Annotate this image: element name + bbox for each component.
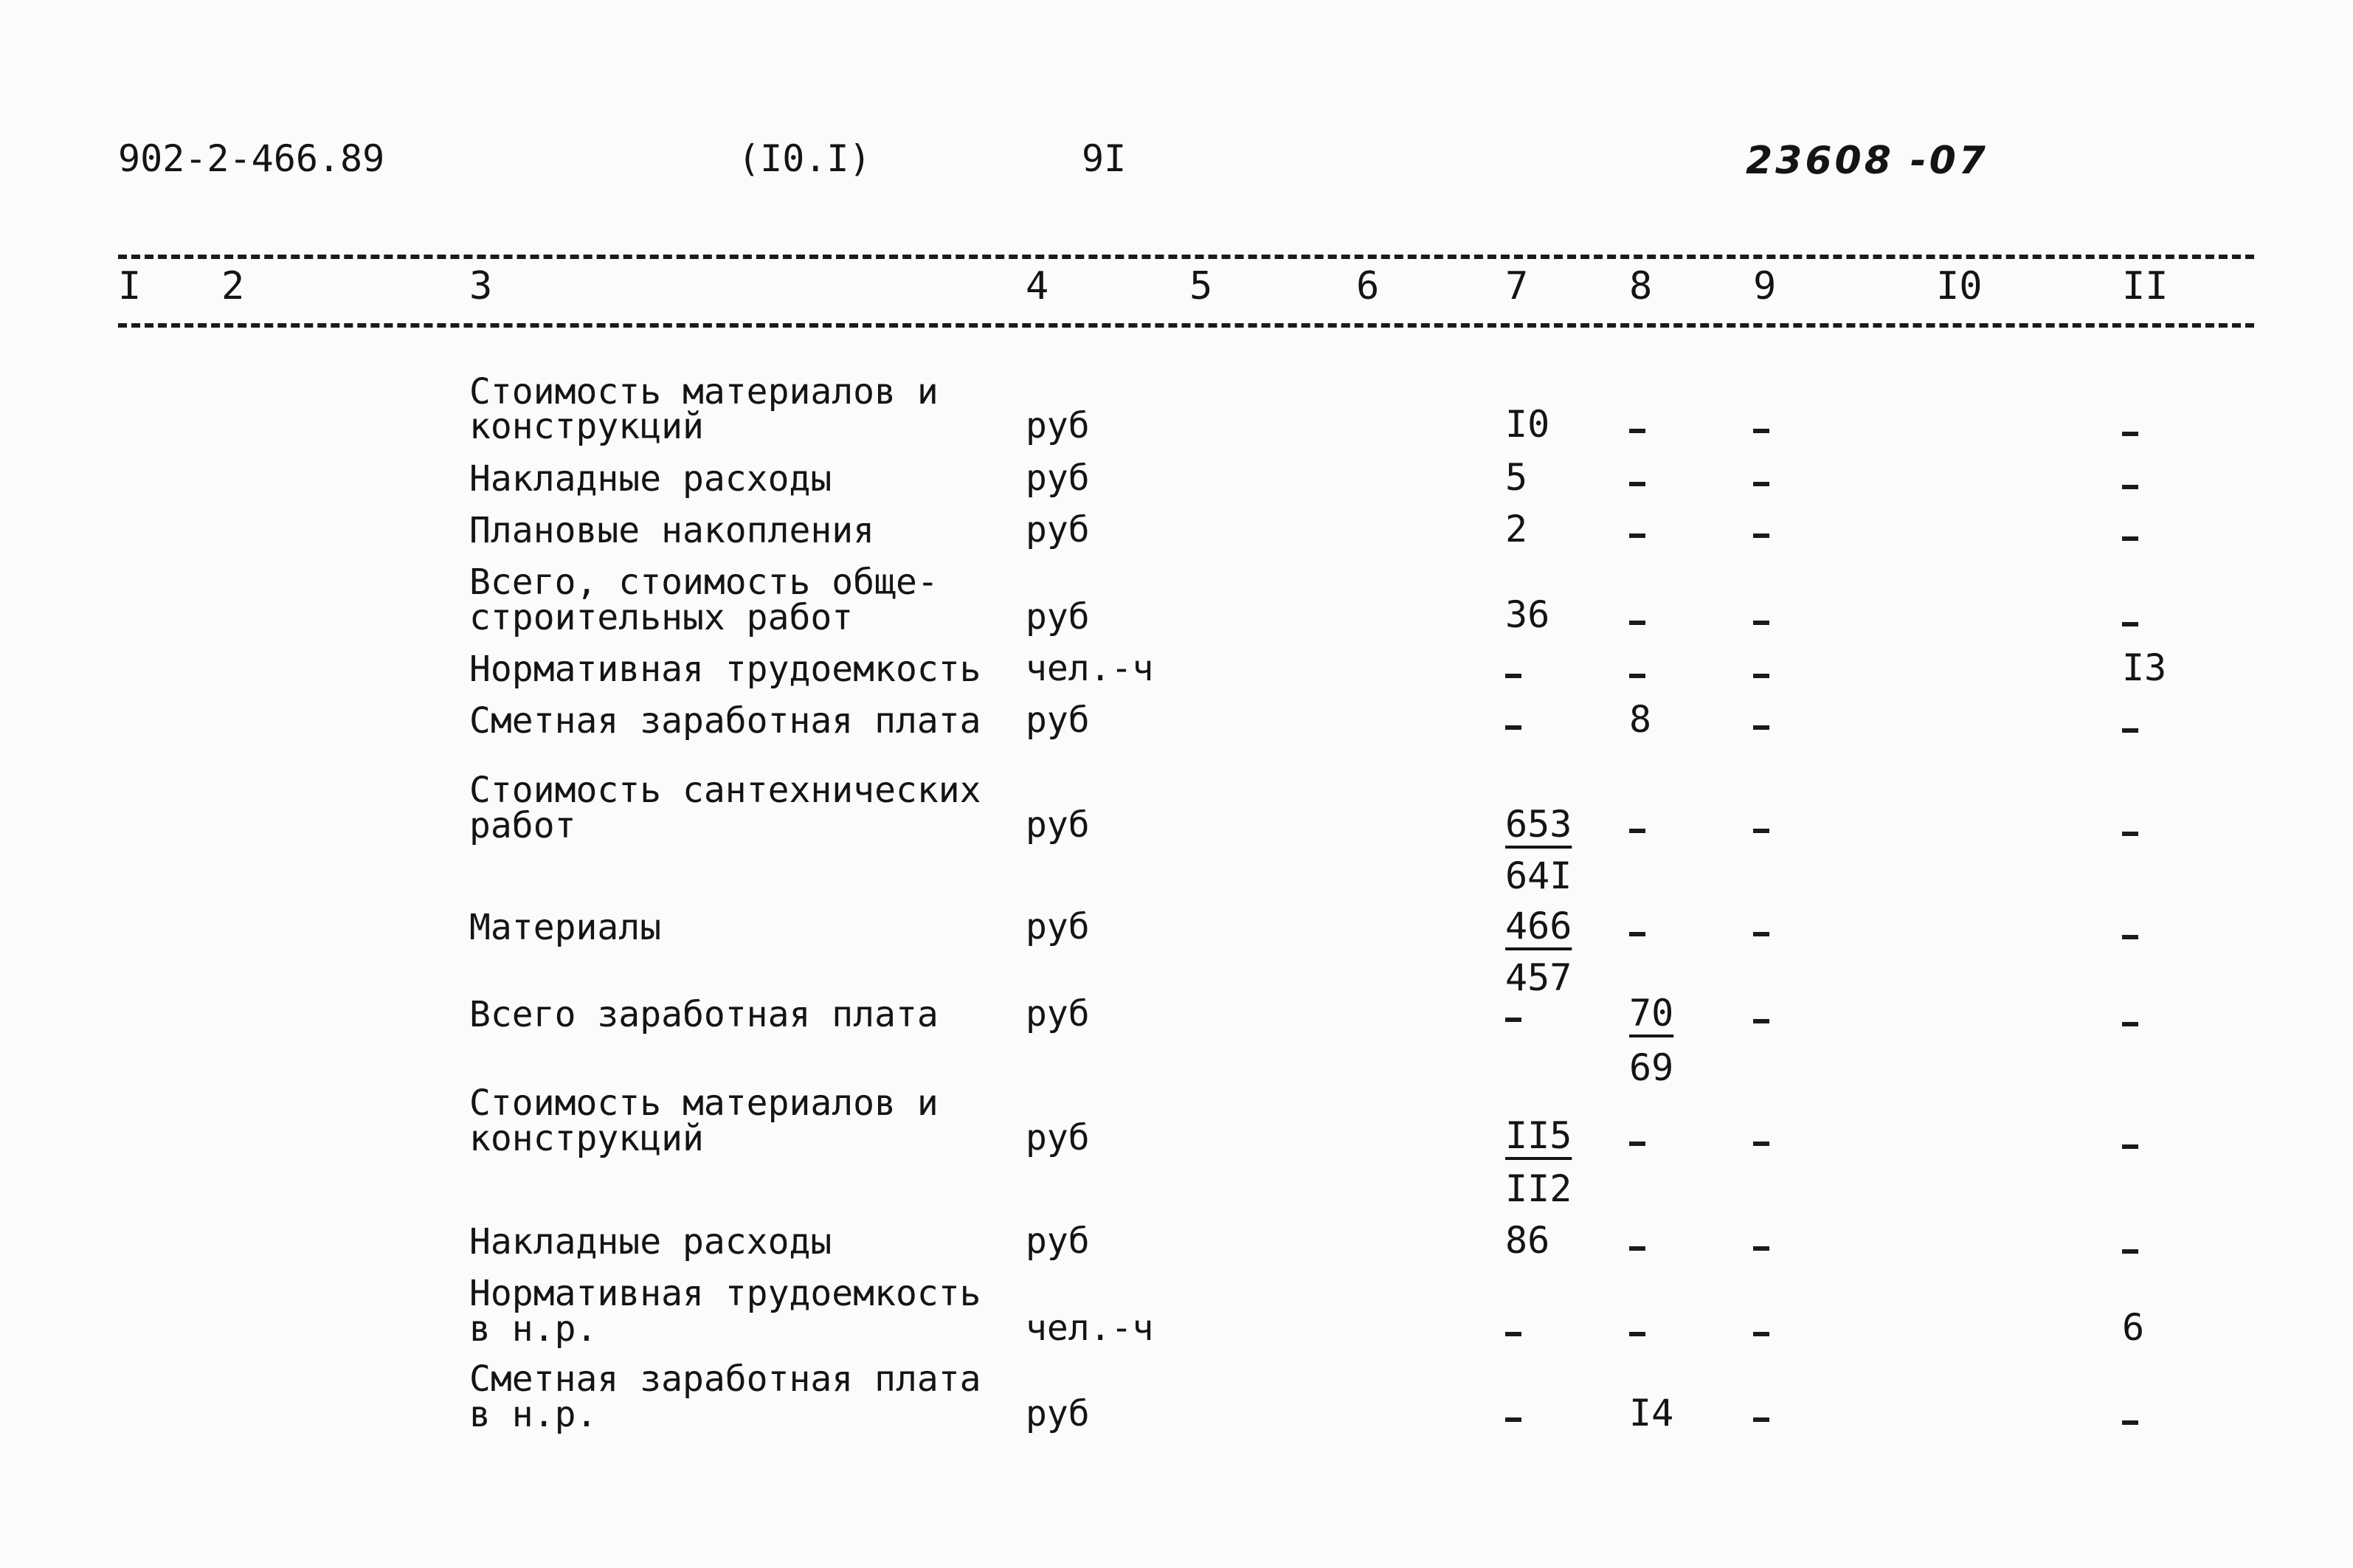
column-header: 5 <box>1189 264 1213 308</box>
dash-col11 <box>2122 1415 2138 1427</box>
dash-col8 <box>1629 424 1645 435</box>
header-top-divider <box>118 255 2254 259</box>
column-header: 9 <box>1753 264 1777 308</box>
row-label-line: Плановые накопления <box>469 510 875 551</box>
dash-col8 <box>1629 615 1645 627</box>
row-unit: руб <box>1026 457 1090 499</box>
dash-col9 <box>1753 1136 1769 1148</box>
dash-col8 <box>1629 528 1645 540</box>
value-col11: 6 <box>2122 1306 2145 1349</box>
dash-col8 <box>1629 477 1645 488</box>
row-unit: руб <box>1026 906 1090 947</box>
dash-col8 <box>1629 1136 1645 1148</box>
column-header: 6 <box>1356 264 1380 308</box>
dash-col11 <box>2122 1139 2138 1151</box>
dash-col9 <box>1753 927 1769 939</box>
dash-col11 <box>2122 531 2138 543</box>
value-col8: I4 <box>1629 1392 1674 1434</box>
row-unit: руб <box>1026 1393 1090 1434</box>
column-header: 3 <box>469 264 493 308</box>
row-label-line: в н.р. <box>469 1394 598 1435</box>
value-col7: II5 <box>1505 1114 1572 1157</box>
value-col7: 653 <box>1505 803 1572 846</box>
row-label-line: конструкций <box>469 1118 704 1159</box>
value-col7-sub: II2 <box>1505 1167 1572 1210</box>
row-label-line: Сметная заработная плата <box>469 1358 981 1400</box>
row-label-line: Стоимость материалов и <box>469 371 939 412</box>
row-label-line: работ <box>469 805 576 846</box>
row-unit: руб <box>1026 804 1090 846</box>
dash-col7 <box>1505 669 1521 680</box>
dash-col9 <box>1753 424 1769 435</box>
dash-col8 <box>1629 823 1645 835</box>
row-unit: чел.-ч <box>1026 648 1154 689</box>
row-label-line: в н.р. <box>469 1308 598 1350</box>
dash-col11 <box>2122 826 2138 838</box>
dash-col9 <box>1753 823 1769 835</box>
row-label-line: конструкций <box>469 406 704 447</box>
dash-col8 <box>1629 1241 1645 1253</box>
dash-col7 <box>1505 1012 1521 1024</box>
row-unit: руб <box>1026 993 1090 1035</box>
dash-col9 <box>1753 477 1769 488</box>
row-unit: руб <box>1026 1117 1090 1158</box>
dash-col9 <box>1753 615 1769 627</box>
row-unit: руб <box>1026 596 1090 638</box>
value-col7-sub: 64I <box>1505 854 1572 897</box>
column-header: 8 <box>1629 264 1653 308</box>
row-label-line: строительных работ <box>469 597 854 638</box>
value-col8: 8 <box>1629 698 1652 741</box>
row-unit: руб <box>1026 1220 1090 1262</box>
dash-col7 <box>1505 1327 1521 1339</box>
page-number: 9I <box>1082 137 1127 180</box>
dash-col11 <box>2122 1017 2138 1029</box>
inventory-code: 23608 -07 <box>1746 139 1989 183</box>
row-label-line: Накладные расходы <box>469 1221 832 1263</box>
dash-col9 <box>1753 528 1769 540</box>
row-label-line: Всего, стоимость обще- <box>469 562 939 603</box>
row-label-line: Стоимость материалов и <box>469 1082 939 1124</box>
dash-col9 <box>1753 1241 1769 1253</box>
row-label-line: Материалы <box>469 907 662 948</box>
value-col7-sub: 457 <box>1505 956 1572 999</box>
header-bottom-divider <box>118 323 2254 328</box>
dash-col9 <box>1753 669 1769 680</box>
row-unit: руб <box>1026 700 1090 741</box>
row-label-line: Всего заработная плата <box>469 994 939 1035</box>
dash-col9 <box>1753 1412 1769 1424</box>
row-unit: чел.-ч <box>1026 1308 1154 1349</box>
row-unit: руб <box>1026 509 1090 550</box>
column-header: 2 <box>221 264 245 308</box>
value-col7: 36 <box>1505 593 1550 636</box>
value-col7: I0 <box>1505 403 1550 446</box>
dash-col7 <box>1505 720 1521 732</box>
document-number: 902-2-466.89 <box>118 137 385 180</box>
value-col11: I3 <box>2122 646 2167 689</box>
section-number: (I0.I) <box>738 137 871 180</box>
value-col7: 2 <box>1505 508 1528 550</box>
dash-col8 <box>1629 1327 1645 1339</box>
row-label-line: Стоимость сантехнических <box>469 770 981 811</box>
dash-col11 <box>2122 930 2138 942</box>
value-col8-sub: 69 <box>1629 1046 1674 1089</box>
value-col8: 70 <box>1629 992 1674 1035</box>
column-header: I0 <box>1936 264 1983 308</box>
dash-col8 <box>1629 927 1645 939</box>
dash-col11 <box>2122 617 2138 629</box>
row-label-line: Накладные расходы <box>469 458 832 500</box>
column-header: I <box>118 264 142 308</box>
dash-col9 <box>1753 720 1769 732</box>
row-label-line: Сметная заработная плата <box>469 700 981 742</box>
value-col7: 86 <box>1505 1219 1550 1262</box>
dash-col11 <box>2122 1244 2138 1256</box>
row-label-line: Нормативная трудоемкость <box>469 1273 981 1314</box>
column-header: II <box>2122 264 2169 308</box>
value-col7: 466 <box>1505 905 1572 947</box>
row-unit: руб <box>1026 405 1090 446</box>
row-label-line: Нормативная трудоемкость <box>469 649 981 690</box>
dash-col11 <box>2122 723 2138 735</box>
dash-col11 <box>2122 426 2138 438</box>
value-col7: 5 <box>1505 456 1528 499</box>
column-header: 4 <box>1026 264 1049 308</box>
dash-col8 <box>1629 669 1645 680</box>
column-header: 7 <box>1505 264 1529 308</box>
dash-col9 <box>1753 1014 1769 1026</box>
dash-col7 <box>1505 1412 1521 1424</box>
dash-col11 <box>2122 480 2138 491</box>
dash-col9 <box>1753 1327 1769 1339</box>
